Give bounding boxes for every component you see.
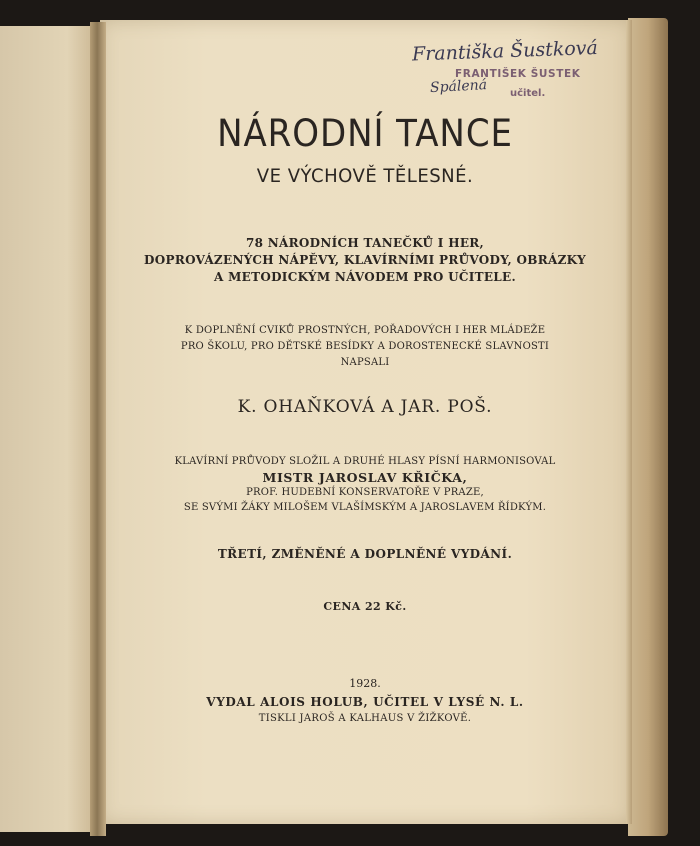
composer-name: MISTR JAROSLAV KŘIČKA, — [262, 470, 468, 485]
purpose-line: NAPSALI — [340, 357, 390, 368]
description-line: 78 NÁRODNÍCH TANEČKŮ I HER, — [245, 236, 485, 250]
handwritten-place: Spálená — [429, 77, 488, 97]
music-credit-line: SE SVÝMI ŽÁKY MILOŠEM VLAŠÍMSKÝM A JAROSLAVEM ŘÍDKÝM. — [183, 502, 547, 513]
left-page — [0, 26, 96, 832]
book-subtitle: VE VÝCHOVĚ TĚLESNÉ. — [256, 165, 474, 187]
music-credit-line: PROF. HUDEBNÍ KONSERVATOŘE V PRAZE, — [246, 487, 484, 498]
music-credit-line: KLAVÍRNÍ PRŮVODY SLOŽIL A DRUHÉ HLASY PÍSNÍ HARMONISOVAL — [174, 456, 556, 467]
authors: K. OHAŇKOVÁ A JAR. POŠ. — [237, 397, 493, 417]
owner-stamp: FRANTIŠEK ŠUSTEK — [455, 68, 581, 80]
description-line: A METODICKÝM NÁVODEM PRO UČITELE. — [214, 270, 516, 284]
purpose-line: K DOPLNĚNÍ CVIKŮ PROSTNÝCH, POŘADOVÝCH I HER MLÁDEŽE — [184, 325, 546, 336]
handwritten-signature: Františka Šustková — [411, 37, 599, 66]
publisher: VYDAL ALOIS HOLUB, UČITEL V LYSÉ N. L. — [206, 695, 524, 709]
pencil-mark — [547, 24, 577, 32]
purpose-line: PRO ŠKOLU, PRO DĚTSKÉ BESÍDKY A DOROSTENECKÉ SLAVNOSTI — [180, 341, 550, 352]
price: CENA 22 Kč. — [323, 600, 407, 613]
printer: TISKLI JAROŠ A KALHAUS V ŽIŽKOVĚ. — [258, 713, 472, 724]
publication-year: 1928. — [349, 677, 381, 690]
description-line: DOPROVÁZENÝCH NÁPĚVY, KLAVÍRNÍMI PRŮVODY, OBRÁZKY — [144, 253, 586, 267]
book-title: NÁRODNÍ TANCE — [217, 112, 513, 155]
edition-statement: TŘETÍ, ZMĚNĚNÉ A DOPLNĚNÉ VYDÁNÍ. — [217, 547, 513, 561]
owner-stamp-title: učitel. — [510, 88, 546, 99]
